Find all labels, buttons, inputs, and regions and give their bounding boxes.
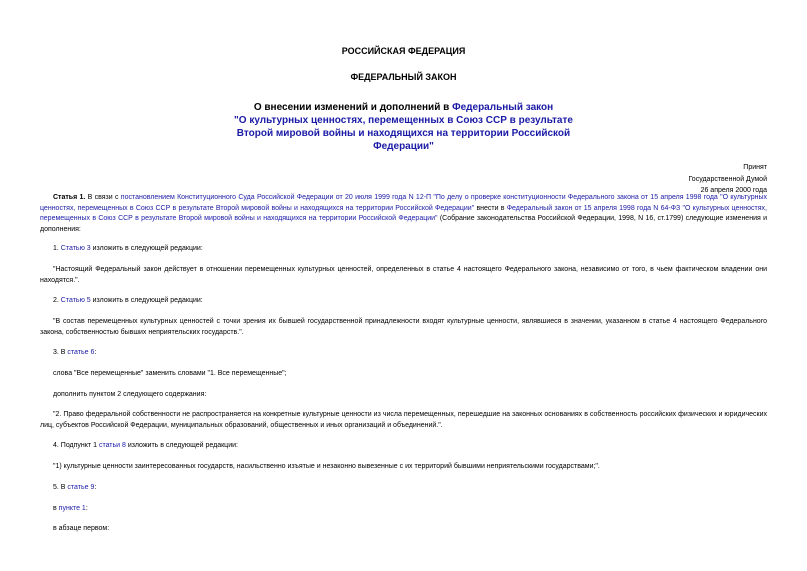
title-law-link[interactable]: Федеральный закон	[452, 102, 554, 113]
document-title	[0, 101, 807, 153]
federal-law-link[interactable]: Федеральный закон от 15 апреля 1998 года N 64-ФЗ "О культурных ценностях, перемещенных в Союз ССР в результате Второй мировой войны и находящихся на территории Российской Федерации"	[40, 204, 767, 222]
item-3-b: дополнить пунктом 2 следующего содержания:	[53, 391, 207, 398]
item-text: изложить в следующей редакции:	[90, 245, 203, 252]
accepted-line: Принят	[743, 164, 767, 171]
court-ruling-link[interactable]: постановлением Конституционного Суда Российской Федерации от 20 июля 1999 года N 12-П "По делу о проверке конституционности Федерального закона от 15 апреля 1998 года "О культурных ценностях, перемещенных в Союз ССР в результате Второй мировой войны и находящихся на территории Российской Федерации"	[40, 194, 768, 212]
item-text: :	[85, 505, 88, 512]
item-1	[53, 244, 768, 255]
item-text: изложить в следующей редакции:	[90, 297, 203, 304]
item-5	[53, 483, 768, 494]
item-1-quote: "Настоящий Федеральный закон действует в отношении перемещенных культурных ценностей, определенных в статье 4 настоящего Федерального закона, независимо от того, в чьем фактическом владении они находятся.".	[40, 266, 767, 284]
article-text: (Собрание законодательства Российской Федерации, 1998, N 16, ст.1799) следующие изменения и дополнения:	[40, 215, 767, 233]
item-4	[53, 441, 768, 452]
item-text: 3. В	[53, 349, 68, 356]
item-text: :	[94, 484, 97, 491]
item-text: 1.	[53, 245, 61, 252]
header-doc-type: ФЕДЕРАЛЬНЫЙ ЗАКОН	[350, 72, 457, 82]
item-5-a	[53, 504, 768, 515]
article-8-link[interactable]: статьи 8	[98, 442, 126, 449]
accepted-date: 26 апреля 2000 года	[700, 187, 767, 194]
item-5-b: в абзаце первом:	[53, 525, 110, 532]
point-1-link[interactable]: пункте 1	[58, 505, 86, 512]
item-3	[53, 348, 768, 359]
article-5-link[interactable]: Статью 5	[60, 297, 91, 304]
item-2	[53, 296, 768, 307]
article-3-link[interactable]: Статью 3	[60, 245, 91, 252]
header-country: РОССИЙСКАЯ ФЕДЕРАЦИЯ	[341, 46, 466, 56]
item-2-quote: "В состав перемещенных культурных ценностей с точки зрения их бывшей государственной принадлежности входят культурные ценности, являвшиеся в значении, указанном в статье 4 настоящего Федерального закона, собственностью бывших неприятельских государств.".	[40, 318, 767, 336]
item-text: 2.	[53, 297, 61, 304]
article-6-link[interactable]: статье 6	[67, 349, 95, 356]
article-label: Статья 1.	[53, 194, 86, 201]
article-text: внести в	[474, 204, 507, 212]
item-3-a: слова "Все перемещенные" заменить словами "1. Все перемещенные";	[53, 370, 287, 377]
title-prefix: О внесении изменений и дополнений в	[253, 102, 453, 113]
article-9-link[interactable]: статье 9	[67, 484, 95, 491]
item-text: 4. Подпункт 1	[53, 442, 99, 449]
accepted-by: Государственной Думой	[688, 175, 767, 183]
item-3-quote: "2. Право федеральной собственности не распространяется на конкретные культурные ценности из числа перемещенных, перешедшие на законных основаниях в собственность российских физических и юридических лиц, субъектов Российской Федерации, муниципальных образований, общественных и иных организаций и объединений.".	[40, 411, 767, 429]
item-text: в	[53, 505, 59, 512]
article-text: В связи с	[85, 194, 121, 201]
article-1	[40, 193, 767, 235]
title-law-name-link[interactable]: "О культурных ценностях, перемещенных в Союз ССР в результате Второй мировой войны и находящихся на территории Российской Федерации"	[234, 115, 573, 152]
item-text: :	[94, 349, 97, 356]
item-4-quote: "1) культурные ценности заинтересованных государств, насильственно изъятые и незаконно вывезенные с их территорий бывшими неприятельскими государствами;".	[53, 463, 600, 470]
item-text: изложить в следующей редакции:	[125, 442, 238, 449]
accepted-block	[688, 162, 767, 197]
item-text: 5. В	[53, 484, 68, 491]
